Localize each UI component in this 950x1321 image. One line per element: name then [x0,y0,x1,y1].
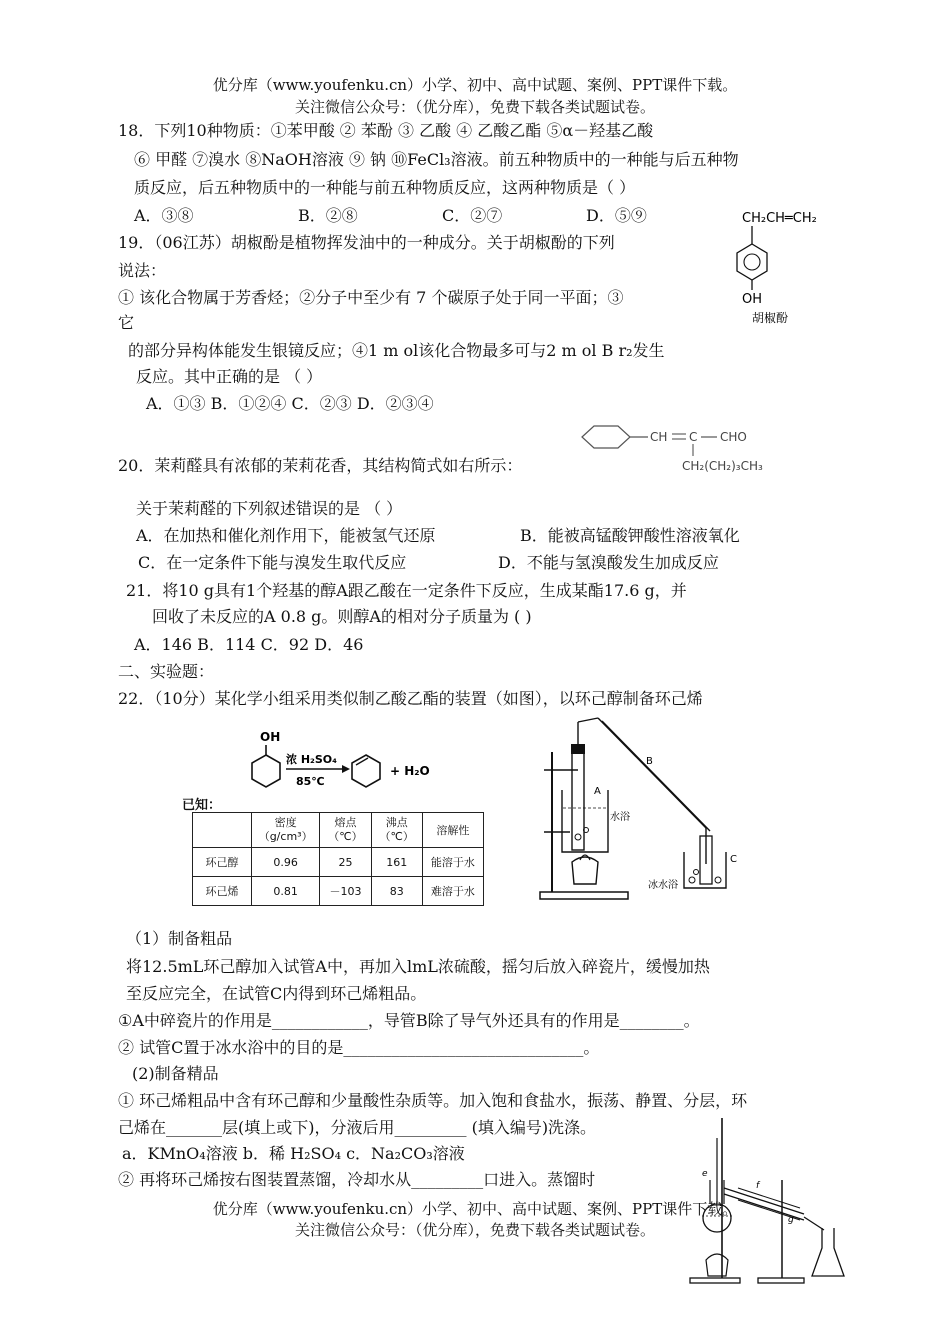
table-header-row [193,813,484,848]
q22-part2-line-1: ① 环己烯粗品中含有环己醇和少量酸性杂质等。加入饱和食盐水，振荡、静置、分层，环 [118,1091,748,1110]
table-row [193,877,484,906]
q22-part2-question-2: ② 再将环己烯按右图装置蒸馏，冷却水从_________口进入。蒸馏时 [118,1170,596,1189]
q22-part1-title: （1）制备粗品 [126,929,233,948]
q20-option-d: D．不能与氢溴酸发生加成反应 [498,553,719,572]
q21-line-1: 21．将10 g具有1个羟基的醇A跟乙酸在一定条件下反应，生成某酯17.6 g，并 [126,581,687,600]
jasminaldehyde-structure [570,420,800,480]
table-cell: 161 [371,848,422,877]
q18-option-c: C．②⑦ [442,206,503,225]
table-header-cell [193,813,252,848]
label-g: g [788,1215,794,1225]
q20-option-b: B．能被高锰酸钾酸性溶液氧化 [520,526,740,545]
reaction-scheme [230,725,430,800]
q18-line-1: 18．下列10种物质：①苯甲酸 ② 苯酚 ③ 乙酸 ④ 乙酸乙酯 ⑤α－羟基乙酸 [118,121,654,140]
jasmin-cho: CHO [720,430,747,444]
reaction-arrow-icon [342,765,350,773]
cyclohexanol-oh: OH [260,730,281,744]
label-c: C [730,854,737,865]
chavicol-oh: OH [742,292,763,307]
jasmin-c: C [689,430,698,444]
q20-option-c: C．在一定条件下能与溴发生取代反应 [138,553,407,572]
q18-option-b: B．②⑧ [298,206,358,225]
table-row [193,848,484,877]
q22-part1-line-1: 将12.5mL环己醇加入试管A中，再加入lmL浓硫酸，摇匀后放入碎瓷片，缓慢加热 [126,957,710,976]
q20-ask: 关于茉莉醛的下列叙述错误的是 （ ） [136,499,403,518]
q18-line-2: ⑥ 甲醛 ⑦溴水 ⑧NaOH溶液 ⑨ 钠 ⑩FeCl₃溶液。前五种物质中的一种能与后五种物 [134,150,739,169]
table-cell: －103 [320,877,371,906]
q22-part1-question-2: ② 试管C置于冰水浴中的目的是______________________________。 [118,1038,600,1057]
table-header-cell: 溶解性 [422,813,483,848]
q19-line-4: 它 [118,313,135,332]
footer-line-1: 优分库（www.youfenku.cn）小学、初中、高中试题、案例、PPT课件下载。 [212,1200,738,1218]
table-header-cell: 密度 （g/cm³） [251,813,319,848]
properties-table [192,812,484,906]
header-line-2: 关注微信公众号：（优分库），免费下载各类试题试卷。 [294,98,655,116]
table-cell: 83 [371,877,422,906]
q22-part1-question-1: ①A中碎瓷片的作用是____________，导管B除了导气外还具有的作用是________。 [118,1011,700,1030]
q22-part2-title: (2)制备精品 [132,1064,219,1083]
q19-line-6: 反应。其中正确的是 （ ） [136,367,323,386]
table-cell: 0.96 [251,848,319,877]
section-2-title: 二、实验题： [118,662,215,681]
label-a: A [594,786,601,797]
chavicol-side-chain: CH₂CH═CH₂ [742,211,817,226]
known-label: 已知： [182,798,222,813]
table-header-cell: 沸点 （℃） [371,813,422,848]
q19-options: A．①③ B．①②④ C．②③ D．②③④ [146,394,434,413]
jasmin-ch: CH [650,430,668,444]
q22-part2-line-2: 己烯在_______层(填上或下)，分液后用_________ (填入编号)洗涤。 [118,1118,597,1137]
water-bath-label: 水浴 [610,812,630,823]
temperature-label: 85℃ [296,775,325,788]
q18-option-a: A．③⑧ [134,206,194,225]
label-b: B [646,756,653,767]
jasmin-chain: CH₂(CH₂)₃CH₃ [682,459,763,473]
cyclohexanol-ring-icon [252,755,280,787]
table-cell: 环己醇 [193,848,252,877]
header-line-1: 优分库（www.youfenku.cn）小学、初中、高中试题、案例、PPT课件下载。 [212,76,738,94]
q19-line-5: 的部分异构体能发生银镜反应；④1 m ol该化合物最多可与2 m ol B r₂发生 [128,341,665,360]
reagent-label: 浓 H₂SO₄ [286,753,337,766]
q21-line-2: 回收了未反应的A 0.8 g。则醇A的相对分子质量为 ( ) [152,607,532,626]
chavicol-name: 胡椒酚 [752,311,789,325]
q22-part2-options: a．KMnO₄溶液 b．稀 H₂SO₄ c．Na₂CO₃溶液 [122,1144,465,1163]
q20-option-a: A．在加热和催化剂作用下，能被氢气还原 [136,526,436,545]
ice-bath-label: 冰水浴 [648,880,678,891]
table-cell: 0.81 [251,877,319,906]
q19-line-3: ① 该化合物属于芳香烃；②分子中至少有 7 个碳原子处于同一平面；③ [118,288,624,307]
label-f: f [756,1181,760,1191]
q18-line-3: 质反应，后五种物质中的一种能与前五种物质反应，这两种物质是（ ） [134,178,636,197]
chavicol-structure [720,200,830,330]
q22-stem: 22．（10分）某化学小组采用类似制乙酸乙酯的装置（如图），以环己醇制备环己烯 [118,689,703,708]
table-cell: 能溶于水 [422,848,483,877]
benzene-ring-icon [737,244,767,280]
apparatus-diagram [530,712,770,912]
q22-part1-line-2: 至反应完全，在试管C内得到环己烯粗品。 [126,984,427,1003]
table-cell: 环己烯 [193,877,252,906]
table-cell: 难溶于水 [422,877,483,906]
q19-line-2: 说法： [118,261,167,280]
benzene-ring-icon [582,426,630,448]
q21-options: A．146 B．114 C．92 D．46 [134,635,364,654]
water-product: + H₂O [390,764,430,778]
table-header-cell: 熔点 （℃） [320,813,371,848]
footer-line-2: 关注微信公众号：（优分库），免费下载各类试题试卷。 [294,1221,655,1239]
q18-option-d: D．⑤⑨ [586,206,647,225]
label-e: e [702,1169,708,1179]
q19-line-1: 19．（06江苏）胡椒酚是植物挥发油中的一种成分。关于胡椒酚的下列 [118,233,615,252]
q20-stem: 20．茉莉醛具有浓郁的茉莉花香，其结构简式如右所示： [118,456,523,475]
table-cell: 25 [320,848,371,877]
